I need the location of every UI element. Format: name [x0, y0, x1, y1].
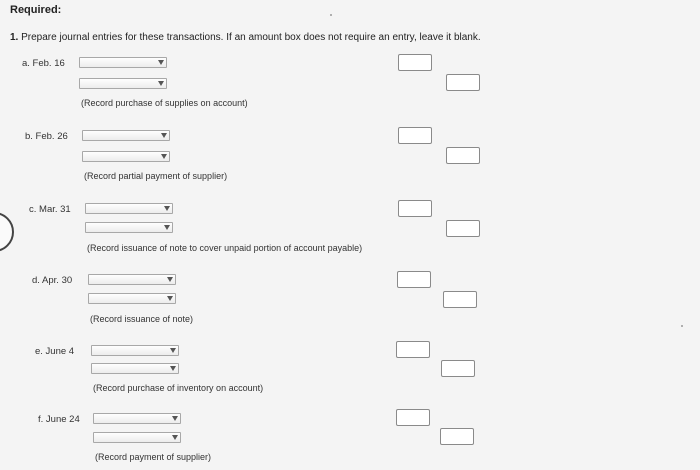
credit-amount-input[interactable]: [440, 428, 474, 445]
required-heading: Required:: [10, 4, 62, 16]
chevron-down-icon: [158, 60, 164, 65]
debit-account-dropdown[interactable]: [93, 413, 181, 424]
credit-account-dropdown[interactable]: [93, 432, 181, 443]
decorative-dot: [330, 14, 332, 16]
chevron-down-icon: [167, 296, 173, 301]
entry-date-label: c. Mar. 31: [29, 204, 71, 215]
credit-account-dropdown[interactable]: [82, 151, 170, 162]
entry-date-label: f. June 24: [38, 414, 80, 425]
chevron-down-icon: [170, 348, 176, 353]
debit-amount-input[interactable]: [398, 200, 432, 217]
entry-memo: (Record purchase of supplies on account): [81, 98, 248, 108]
debit-amount-input[interactable]: [397, 271, 431, 288]
credit-account-dropdown[interactable]: [85, 222, 173, 233]
chevron-down-icon: [158, 81, 164, 86]
chevron-down-icon: [161, 154, 167, 159]
debit-account-dropdown[interactable]: [91, 345, 179, 356]
scroll-indicator-circle[interactable]: [0, 212, 14, 252]
entry-date-label: b. Feb. 26: [25, 131, 68, 142]
debit-account-dropdown[interactable]: [82, 130, 170, 141]
chevron-down-icon: [167, 277, 173, 282]
credit-account-dropdown[interactable]: [79, 78, 167, 89]
debit-amount-input[interactable]: [398, 54, 432, 71]
credit-amount-input[interactable]: [446, 220, 480, 237]
chevron-down-icon: [164, 225, 170, 230]
entry-date-label: e. June 4: [35, 346, 75, 357]
entry-memo: (Record purchase of inventory on account): [93, 383, 264, 393]
debit-account-dropdown[interactable]: [85, 203, 173, 214]
debit-account-dropdown[interactable]: [79, 57, 167, 68]
credit-amount-input[interactable]: [443, 291, 477, 308]
entry-date-label: d. Apr. 30: [32, 275, 73, 286]
instruction-text: [10, 32, 481, 43]
entry-memo: (Record payment of supplier): [95, 452, 212, 462]
chevron-down-icon: [170, 366, 176, 371]
chevron-down-icon: [172, 416, 178, 421]
debit-amount-input[interactable]: [398, 127, 432, 144]
credit-account-dropdown[interactable]: [91, 363, 179, 374]
entry-memo: (Record issuance of note to cover unpaid portion of account payable): [87, 243, 363, 253]
credit-account-dropdown[interactable]: [88, 293, 176, 304]
entry-date-label: a. Feb. 16: [22, 58, 65, 69]
debit-amount-input[interactable]: [396, 341, 430, 358]
debit-amount-input[interactable]: [396, 409, 430, 426]
entry-memo: (Record partial payment of supplier): [84, 171, 228, 181]
chevron-down-icon: [161, 133, 167, 138]
decorative-dot: [681, 325, 683, 327]
credit-amount-input[interactable]: [441, 360, 475, 377]
instruction-body: Prepare journal entries for these transactions. If an amount box does not require an entry, leave it blank.: [21, 32, 481, 43]
credit-amount-input[interactable]: [446, 74, 480, 91]
chevron-down-icon: [172, 435, 178, 440]
question-number: 1.: [10, 32, 19, 43]
debit-account-dropdown[interactable]: [88, 274, 176, 285]
entry-memo: (Record issuance of note): [90, 314, 194, 324]
chevron-down-icon: [164, 206, 170, 211]
credit-amount-input[interactable]: [446, 147, 480, 164]
